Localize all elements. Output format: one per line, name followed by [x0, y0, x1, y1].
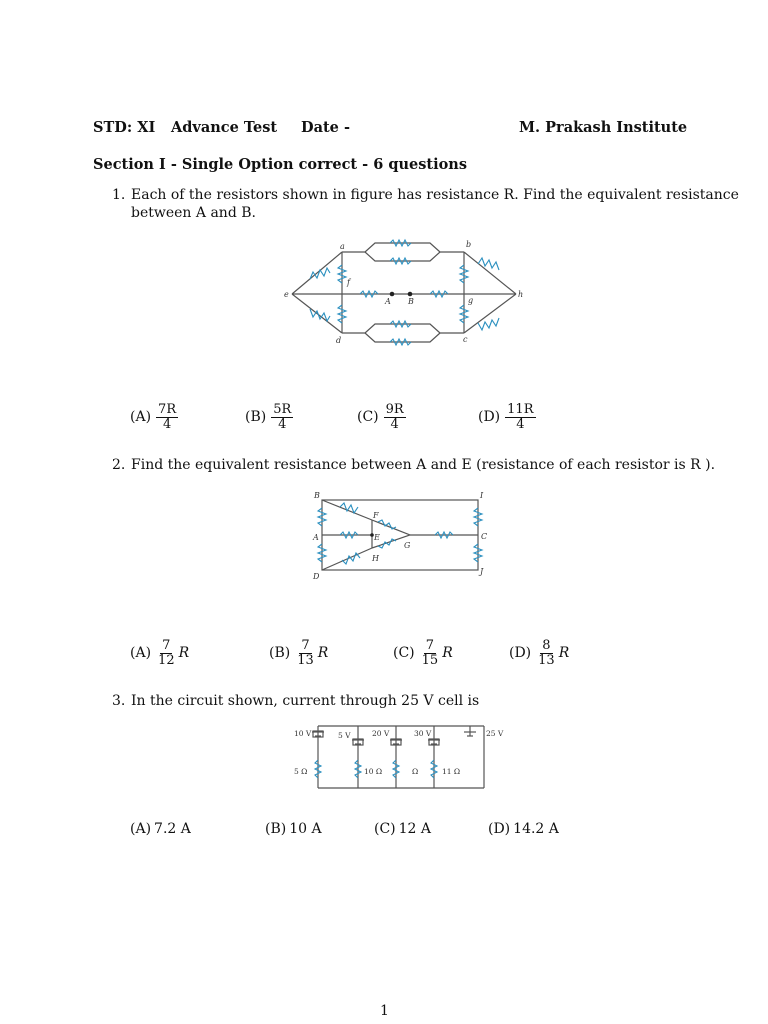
header-test: Advance Test: [171, 119, 278, 136]
q3-option-a-value: 7.2 A: [154, 821, 191, 837]
q2-option-b-num: 7: [301, 638, 310, 653]
question-2-circuit-figure: [310, 488, 495, 583]
fig2-label-I: I: [480, 491, 484, 500]
fig3-label-25v: 25 V: [486, 729, 504, 738]
fig3-label-30v: 30 V: [414, 729, 432, 738]
fig1-label-A: A: [385, 297, 391, 306]
q1-option-d-num: 11R: [507, 402, 534, 417]
q3-option-a[interactable]: [130, 821, 191, 837]
q2-option-a-num: 7: [162, 638, 171, 653]
q1-option-d-label: (D): [478, 409, 501, 426]
fig3-label-5v: 5 V: [338, 731, 351, 740]
fig3-label-10ohm: 10 Ω: [364, 767, 383, 776]
fig2-label-H: H: [372, 554, 379, 563]
fig1-label-d: d: [336, 336, 342, 345]
q1-option-b-num: 5R: [273, 402, 292, 417]
q3-option-c[interactable]: [374, 821, 431, 837]
q2-option-d-suffix: R: [558, 645, 570, 662]
page-number: 1: [380, 1003, 389, 1019]
q2-option-c-fraction: [420, 639, 441, 667]
q3-option-a-label: (A): [130, 821, 152, 837]
q1-option-c-label: (C): [357, 409, 379, 426]
fig1-label-b: b: [466, 240, 472, 249]
q2-option-a-label: (A): [130, 645, 152, 662]
fig1-label-h: h: [518, 290, 524, 299]
fig3-label-11ohm: 11 Ω: [442, 767, 461, 776]
fig2-label-B: B: [314, 491, 320, 500]
fig2-label-E: E: [374, 533, 380, 542]
q2-option-d-num: 8: [542, 638, 551, 653]
question-2-text: Find the equivalent resistance between A and E (resistance of each resistor is R ).: [131, 457, 716, 473]
q1-option-d[interactable]: [478, 403, 538, 431]
q1-option-a[interactable]: [130, 403, 180, 431]
fig2-label-A: A: [313, 533, 319, 542]
fig1-label-B: B: [408, 297, 414, 306]
q3-option-b-value: 10 A: [289, 821, 322, 837]
q2-option-b-den: 13: [297, 652, 314, 668]
q2-option-c[interactable]: [393, 639, 453, 667]
section-title: Section I - Single Option correct - 6 questions: [93, 156, 468, 173]
fig1-label-a: a: [340, 242, 345, 251]
q2-option-d[interactable]: [509, 639, 569, 667]
q1-option-d-den: 4: [516, 416, 525, 432]
q2-option-a-suffix: R: [178, 645, 190, 662]
header-date: Date -: [301, 119, 350, 136]
q2-option-b-fraction: [295, 639, 316, 667]
q2-option-c-num: 7: [425, 638, 435, 653]
q3-option-b[interactable]: [265, 821, 322, 837]
q2-option-d-label: (D): [509, 645, 532, 662]
q1-option-a-fraction: [156, 403, 178, 431]
q3-option-d-value: 14.2 A: [513, 821, 559, 837]
q1-option-d-fraction: [505, 403, 535, 431]
q1-option-a-label: (A): [130, 409, 152, 426]
fig1-label-g: g: [468, 296, 474, 305]
fig1-label-c: c: [463, 335, 468, 344]
question-1-text-line1: Each of the resistors shown in figure has resistance R. Find the equivalent resistance: [131, 187, 739, 203]
q1-option-a-num: 7R: [158, 402, 177, 417]
fig3-label-10v: 10 V: [294, 729, 312, 738]
fig3-label-5ohm: 5 Ω: [294, 767, 308, 776]
question-3-circuit-figure: [288, 722, 518, 792]
q2-option-b[interactable]: [269, 639, 328, 667]
q2-option-a-den: 12: [158, 652, 175, 668]
q1-option-c-den: 4: [390, 416, 399, 432]
q1-option-c-fraction: [384, 403, 406, 431]
header-std: STD: XI: [93, 119, 156, 136]
question-3-number: 3.: [112, 693, 126, 709]
fig3-label-20v: 20 V: [372, 729, 390, 738]
q1-option-a-den: 4: [162, 416, 172, 432]
question-3-text: In the circuit shown, current through 25 V cell is: [131, 693, 480, 709]
q3-option-c-label: (C): [374, 821, 396, 837]
q2-option-b-suffix: R: [317, 645, 329, 662]
q3-option-b-label: (B): [265, 821, 287, 837]
q3-option-c-value: 12 A: [398, 821, 432, 837]
header-institute: M. Prakash Institute: [519, 119, 688, 136]
q3-option-d[interactable]: [488, 821, 559, 837]
q2-option-d-fraction: [536, 639, 557, 667]
q2-option-a[interactable]: [130, 639, 189, 667]
question-2-number: 2.: [112, 457, 126, 473]
fig2-label-F: F: [373, 511, 379, 520]
q1-option-b[interactable]: [245, 403, 295, 431]
q2-option-b-label: (B): [269, 645, 291, 662]
fig2-label-G: G: [404, 541, 411, 550]
fig3-label-ohm: Ω: [412, 767, 419, 776]
fig2-label-J: J: [480, 567, 484, 576]
q1-option-b-den: 4: [278, 416, 287, 432]
question-1-number: 1.: [112, 187, 126, 203]
q1-option-c[interactable]: [357, 403, 408, 431]
q2-option-d-den: 13: [538, 652, 555, 668]
q2-option-c-label: (C): [393, 645, 415, 662]
q1-option-c-num: 9R: [385, 402, 404, 417]
q2-option-c-den: 15: [421, 652, 439, 668]
q2-option-c-suffix: R: [442, 645, 453, 662]
fig2-label-D: D: [313, 572, 320, 581]
question-1-circuit-figure: [280, 235, 530, 355]
q1-option-b-fraction: [271, 403, 293, 431]
fig1-label-e: e: [284, 290, 289, 299]
fig2-label-C: C: [481, 532, 488, 541]
q1-option-b-label: (B): [245, 409, 267, 426]
fig1-label-f: f: [347, 278, 350, 287]
question-1-text-line2: between A and B.: [131, 205, 256, 221]
q3-option-d-label: (D): [488, 821, 511, 837]
q2-option-a-fraction: [156, 639, 177, 667]
